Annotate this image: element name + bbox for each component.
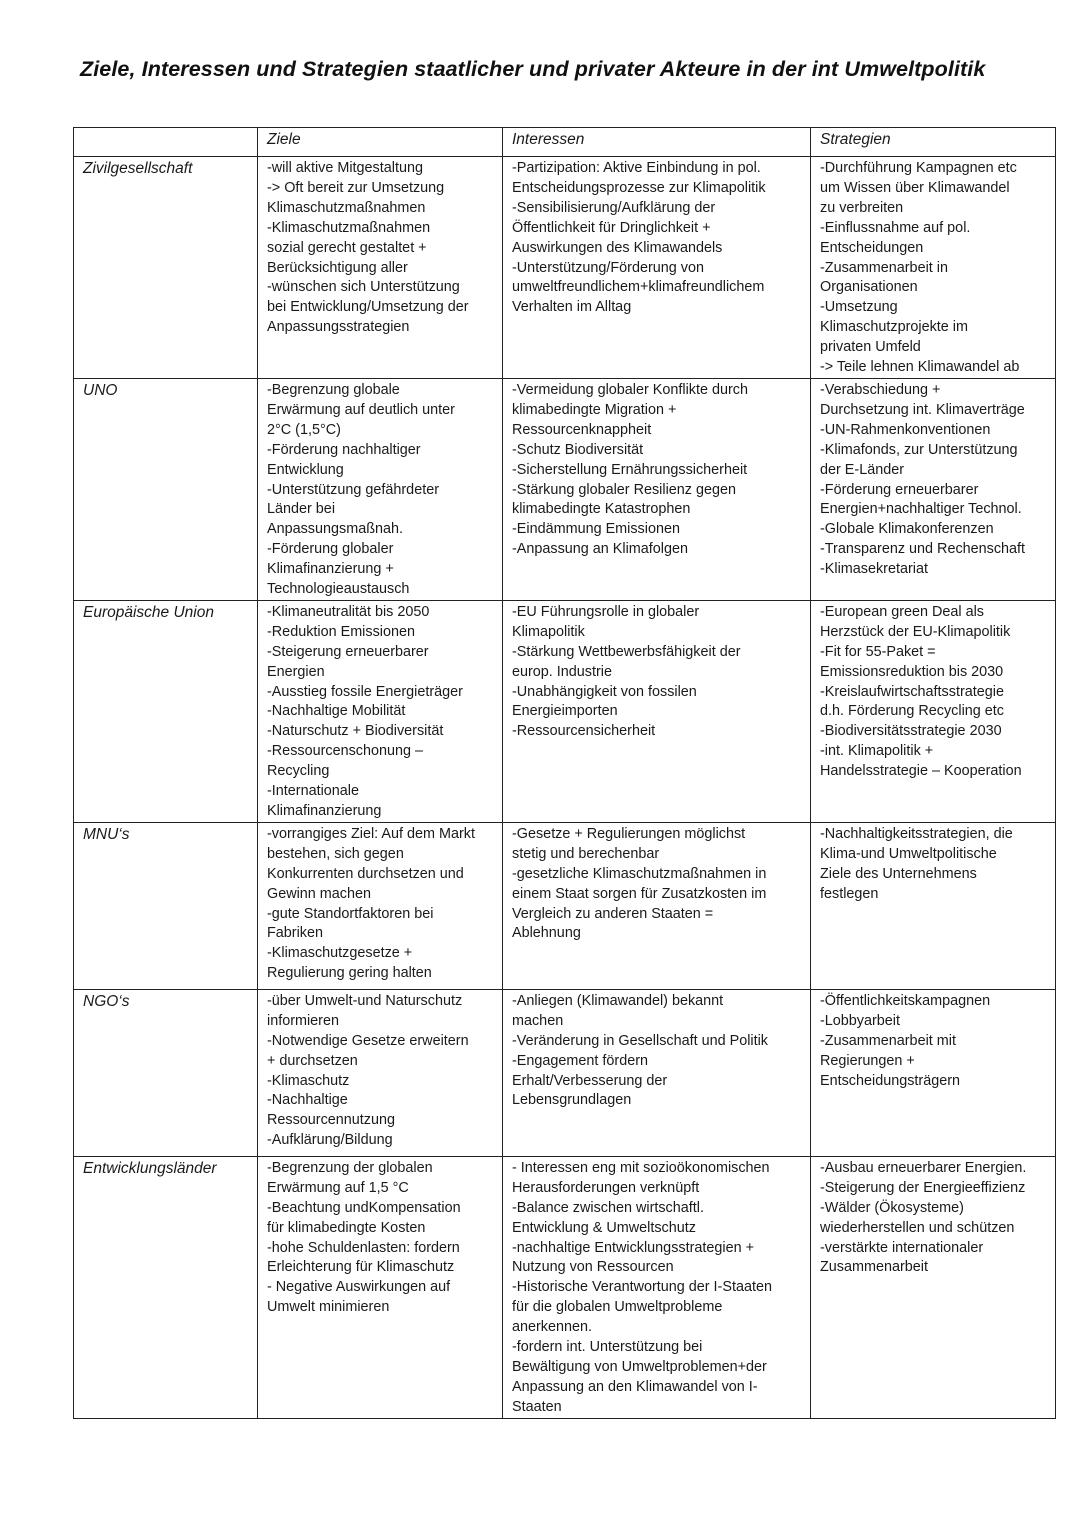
strategien-line: Herzstück der EU-Klimapolitik (820, 623, 1011, 640)
interessen-line: Nutzung von Ressourcen (512, 1259, 674, 1276)
ziele-line: Erwärmung auf deutlich unter (267, 401, 455, 418)
ziele-line: Energien (267, 663, 325, 680)
interessen-line: für die globalen Umweltprobleme (512, 1299, 723, 1316)
interessen-line: Entscheidungsprozesse zur Klimapolitik (512, 179, 766, 196)
interessen-line: -Vermeidung globaler Konflikte durch (512, 381, 748, 398)
ziele-cell (258, 600, 503, 822)
table-row (74, 157, 1056, 379)
ziele-line: Berücksichtigung aller (267, 259, 408, 276)
actor-cell: Entwicklungsländer (74, 1156, 258, 1418)
interessen-line: Anpassung an den Klimawandel von I- (512, 1378, 758, 1395)
strategien-line: Ziele des Unternehmens (820, 865, 977, 882)
strategien-line: -Zusammenarbeit in (820, 259, 948, 276)
interessen-cell (503, 378, 811, 600)
interessen-line: -Balance zwischen wirtschaftl. (512, 1199, 704, 1216)
interessen-line: klimabedingte Katastrophen (512, 501, 691, 518)
strategien-line: Emissionsreduktion bis 2030 (820, 663, 1004, 680)
interessen-line: -gesetzliche Klimaschutzmaßnahmen in (512, 865, 767, 882)
ziele-line: Länder bei (267, 501, 336, 518)
interessen-line: Herausforderungen verknüpft (512, 1179, 700, 1196)
strategien-line: zu verbreiten (820, 199, 904, 216)
ziele-line: Erwärmung auf 1,5 °C (267, 1179, 409, 1196)
ziele-line: Konkurrenten durchsetzen und (267, 865, 464, 882)
ziele-line: -Ausstieg fossile Energieträger (267, 683, 463, 700)
table-row (74, 600, 1056, 822)
interessen-line: -Stärkung Wettbewerbsfähigkeit der (512, 643, 741, 660)
page-title: Ziele, Interessen und Strategien staatlicher und privater Akteure in der int Umweltpolitik (80, 57, 986, 81)
strategien-line: privaten Umfeld (820, 339, 921, 356)
ziele-line: Technologieaustausch (267, 581, 410, 598)
interessen-line: -Anliegen (Klimawandel) bekannt (512, 992, 724, 1009)
ziele-line: 2°C (1,5°C) (267, 421, 341, 438)
header-strategien: Strategien (811, 128, 1056, 157)
interessen-line: -Ressourcensicherheit (512, 723, 656, 740)
interessen-line: -Schutz Biodiversität (512, 441, 644, 458)
ziele-line: -Internationale (267, 783, 360, 800)
ziele-cell (258, 157, 503, 379)
ziele-line: -will aktive Mitgestaltung (267, 160, 423, 176)
ziele-line: -Naturschutz + Biodiversität (267, 723, 444, 740)
strategien-line: Handelsstrategie – Kooperation (820, 763, 1022, 780)
ziele-line: -> Oft bereit zur Umsetzung (267, 179, 445, 196)
ziele-line: -Klimaschutz (267, 1072, 350, 1089)
strategien-cell (811, 989, 1056, 1156)
interessen-line: -Veränderung in Gesellschaft und Politik (512, 1032, 768, 1049)
interessen-line: Energieimporten (512, 703, 618, 720)
interessen-line: stetig und berechenbar (512, 845, 660, 862)
interessen-line: -Partizipation: Aktive Einbindung in pol. (512, 160, 761, 176)
strategien-line: festlegen (820, 885, 879, 902)
ziele-line: -Notwendige Gesetze erweitern (267, 1032, 469, 1049)
table-row (74, 822, 1056, 989)
strategien-line: Organisationen (820, 279, 918, 296)
table-body (74, 157, 1056, 1419)
ziele-line: Klimaschutzmaßnahmen (267, 199, 426, 216)
ziele-line: -Klimaneutralität bis 2050 (267, 603, 430, 620)
ziele-line: bei Entwicklung/Umsetzung der (267, 299, 469, 316)
interessen-line: -Eindämmung Emissionen (512, 521, 680, 538)
interessen-line: -Sensibilisierung/Aufklärung der (512, 199, 716, 216)
strategien-line: -int. Klimapolitik + (820, 743, 934, 760)
ziele-line: -Steigerung erneuerbarer (267, 643, 429, 660)
interessen-line: -fordern int. Unterstützung bei (512, 1339, 703, 1356)
ziele-line: -Unterstützung gefährdeter (267, 481, 439, 498)
strategien-line: -Ausbau erneuerbarer Energien. (820, 1159, 1027, 1176)
strategien-line: Klima-und Umweltpolitische (820, 845, 997, 862)
table-row (74, 378, 1056, 600)
strategien-cell (811, 822, 1056, 989)
strategien-cell (811, 1156, 1056, 1418)
strategien-line: -Wälder (Ökosysteme) (820, 1199, 964, 1216)
interessen-line: Klimapolitik (512, 623, 585, 640)
ziele-line: Ressourcennutzung (267, 1112, 395, 1129)
interessen-line: einem Staat sorgen für Zusatzkosten im (512, 885, 767, 902)
strategien-line: -Förderung erneuerbarer (820, 481, 979, 498)
table-row (74, 989, 1056, 1156)
ziele-line: Erleichterung für Klimaschutz (267, 1259, 455, 1276)
interessen-line: -EU Führungsrolle in globaler (512, 603, 700, 620)
interessen-line: Verhalten im Alltag (512, 299, 632, 316)
interessen-line: Entwicklung & Umweltschutz (512, 1219, 696, 1236)
ziele-line: -Nachhaltige (267, 1092, 348, 1109)
ziele-line: sozial gerecht gestaltet + (267, 239, 427, 256)
interessen-line: -Unterstützung/Förderung von (512, 259, 704, 276)
interessen-line: Ressourcenknappheit (512, 421, 652, 438)
interessen-line: machen (512, 1012, 564, 1029)
strategien-line: -Biodiversitätsstrategie 2030 (820, 723, 1002, 740)
ziele-line: Umwelt minimieren (267, 1299, 390, 1316)
strategien-line: -> Teile lehnen Klimawandel ab (820, 359, 1020, 376)
ziele-line: -wünschen sich Unterstützung (267, 279, 460, 296)
ziele-cell (258, 822, 503, 989)
header-ziele: Ziele (258, 128, 503, 157)
ziele-line: für klimabedingte Kosten (267, 1219, 426, 1236)
interessen-line: -Historische Verantwortung der I-Staaten (512, 1279, 772, 1296)
ziele-line: -Klimaschutzmaßnahmen (267, 219, 431, 236)
ziele-line: informieren (267, 1012, 339, 1029)
actor-cell: MNU‘s (74, 822, 258, 989)
ziele-line: Regulierung gering halten (267, 965, 432, 982)
interessen-line: - Interessen eng mit sozioökonomischen (512, 1159, 770, 1176)
ziele-line: -Förderung globaler (267, 541, 394, 558)
interessen-line: Bewältigung von Umweltproblemen+der (512, 1358, 767, 1375)
strategien-line: wiederherstellen und schützen (820, 1219, 1015, 1236)
interessen-line: Auswirkungen des Klimawandels (512, 239, 723, 256)
ziele-line: -über Umwelt-und Naturschutz (267, 992, 463, 1009)
strategien-line: -Steigerung der Energieeffizienz (820, 1179, 1026, 1196)
interessen-line: -Engagement fördern (512, 1052, 648, 1069)
strategien-line: -Globale Klimakonferenzen (820, 521, 994, 538)
interessen-cell (503, 600, 811, 822)
actor-table (73, 127, 1056, 1419)
strategien-line: -Umsetzung (820, 299, 898, 316)
ziele-cell (258, 378, 503, 600)
ziele-line: -Begrenzung der globalen (267, 1159, 433, 1176)
strategien-cell (811, 157, 1056, 379)
ziele-line: -Nachhaltige Mobilität (267, 703, 406, 720)
actor-cell: UNO (74, 378, 258, 600)
ziele-line: -Aufklärung/Bildung (267, 1132, 393, 1149)
strategien-line: Klimaschutzprojekte im (820, 319, 968, 336)
strategien-cell (811, 600, 1056, 822)
interessen-line: Öffentlichkeit für Dringlichkeit + (512, 219, 711, 236)
strategien-line: Energien+nachhaltiger Technol. (820, 501, 1022, 518)
strategien-line: -Klimasekretariat (820, 561, 928, 578)
strategien-line: -Verabschiedung + (820, 381, 941, 398)
ziele-line: -Beachtung undKompensation (267, 1199, 461, 1216)
strategien-line: Entscheidungen (820, 239, 924, 256)
ziele-line: Entwicklung (267, 461, 344, 478)
strategien-line: Regierungen + (820, 1052, 915, 1069)
ziele-line: Klimafinanzierung + (267, 561, 394, 578)
actor-cell: Zivilgesellschaft (74, 157, 258, 379)
strategien-line: -Durchführung Kampagnen etc (820, 160, 1017, 176)
interessen-line: europ. Industrie (512, 663, 612, 680)
strategien-line: -verstärkte internationaler (820, 1239, 984, 1256)
interessen-line: anerkennen. (512, 1319, 593, 1336)
strategien-line: -Klimafonds, zur Unterstützung (820, 441, 1018, 458)
strategien-line: -Öffentlichkeitskampagnen (820, 992, 991, 1009)
ziele-line: Recycling (267, 763, 330, 780)
ziele-cell (258, 1156, 503, 1418)
ziele-line: -hohe Schuldenlasten: fordern (267, 1239, 460, 1256)
actor-cell: NGO‘s (74, 989, 258, 1156)
interessen-cell (503, 989, 811, 1156)
ziele-line: Anpassungsmaßnah. (267, 521, 403, 538)
strategien-line: -Transparenz und Rechenschaft (820, 541, 1026, 558)
strategien-line: -Fit for 55-Paket = (820, 643, 936, 660)
strategien-line: -Lobbyarbeit (820, 1012, 900, 1029)
header-actor (74, 128, 258, 157)
strategien-line: -UN-Rahmenkonventionen (820, 421, 991, 438)
table-header-row (74, 128, 1056, 157)
ziele-line: -Klimaschutzgesetze + (267, 945, 413, 962)
ziele-line: bestehen, sich gegen (267, 845, 404, 862)
strategien-line: Durchsetzung int. Klimaverträge (820, 401, 1025, 418)
ziele-line: Anpassungsstrategien (267, 319, 410, 336)
interessen-line: umweltfreundlichem+klimafreundlichem (512, 279, 765, 296)
interessen-line: -Gesetze + Regulierungen möglichst (512, 825, 746, 842)
ziele-line: -Ressourcenschonung – (267, 743, 423, 760)
strategien-line: Entscheidungsträgern (820, 1072, 960, 1089)
interessen-line: -Sicherstellung Ernährungssicherheit (512, 461, 748, 478)
ziele-line: -Förderung nachhaltiger (267, 441, 421, 458)
strategien-line: -Nachhaltigkeitsstrategien, die (820, 825, 1013, 842)
ziele-line: + durchsetzen (267, 1052, 358, 1069)
interessen-cell (503, 157, 811, 379)
interessen-line: -Stärkung globaler Resilienz gegen (512, 481, 736, 498)
strategien-line: -Einflussnahme auf pol. (820, 219, 971, 236)
table-row (74, 1156, 1056, 1418)
ziele-line: -vorrangiges Ziel: Auf dem Markt (267, 825, 475, 842)
strategien-line: der E-Länder (820, 461, 904, 478)
interessen-cell (503, 1156, 811, 1418)
ziele-line: Fabriken (267, 925, 323, 942)
ziele-line: - Negative Auswirkungen auf (267, 1279, 451, 1296)
ziele-line: -Begrenzung globale (267, 381, 400, 398)
strategien-line: -Zusammenarbeit mit (820, 1032, 956, 1049)
strategien-line: -Kreislaufwirtschaftsstrategie (820, 683, 1004, 700)
interessen-line: -Unabhängigkeit von fossilen (512, 683, 697, 700)
interessen-line: klimabedingte Migration + (512, 401, 677, 418)
strategien-line: d.h. Förderung Recycling etc (820, 703, 1004, 720)
strategien-line: um Wissen über Klimawandel (820, 179, 1010, 196)
interessen-line: -Anpassung an Klimafolgen (512, 541, 688, 558)
interessen-line: Staaten (512, 1398, 562, 1415)
ziele-line: Gewinn machen (267, 885, 371, 902)
actor-cell: Europäische Union (74, 600, 258, 822)
strategien-cell (811, 378, 1056, 600)
interessen-cell (503, 822, 811, 989)
interessen-line: Erhalt/Verbesserung der (512, 1072, 668, 1089)
interessen-line: -nachhaltige Entwicklungsstrategien + (512, 1239, 754, 1256)
ziele-line: -gute Standortfaktoren bei (267, 905, 434, 922)
interessen-line: Lebensgrundlagen (512, 1092, 632, 1109)
ziele-cell (258, 989, 503, 1156)
strategien-line: Zusammenarbeit (820, 1259, 928, 1276)
strategien-line: -European green Deal als (820, 603, 984, 620)
interessen-line: Vergleich zu anderen Staaten = (512, 905, 714, 922)
interessen-line: Ablehnung (512, 925, 581, 942)
ziele-line: -Reduktion Emissionen (267, 623, 415, 640)
header-interessen: Interessen (503, 128, 811, 157)
ziele-line: Klimafinanzierung (267, 803, 382, 819)
